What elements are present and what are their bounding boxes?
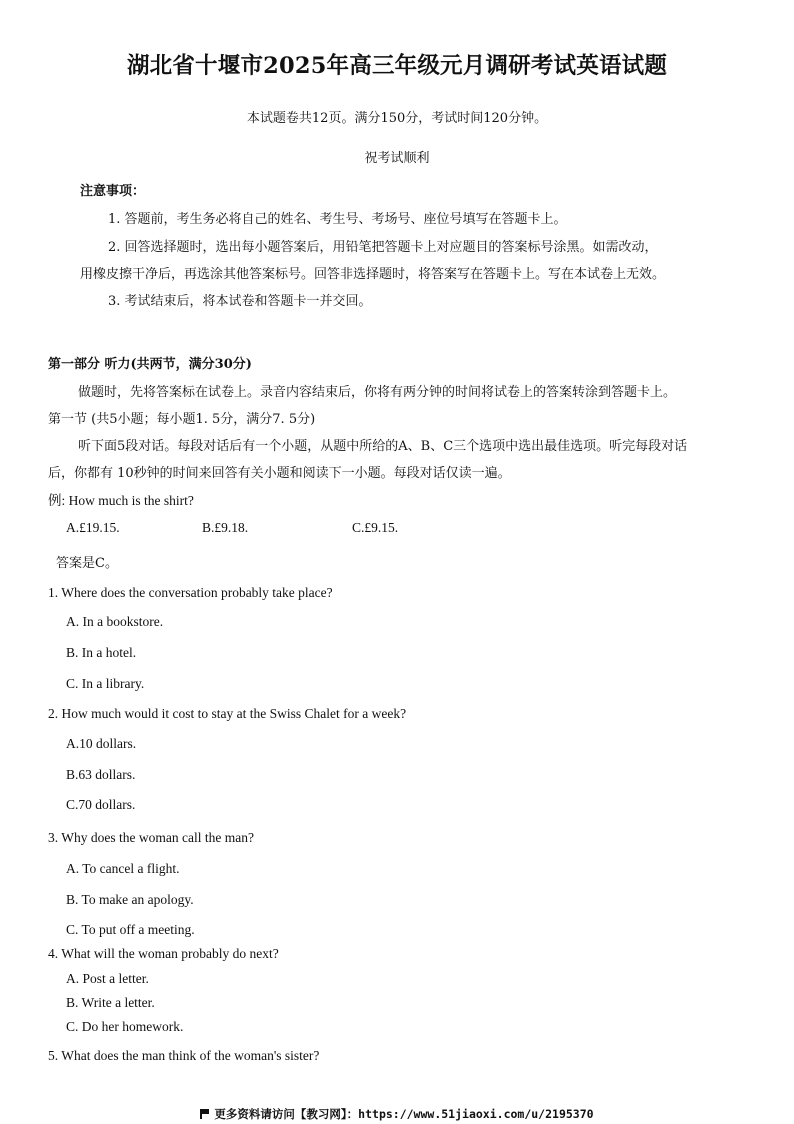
flag-icon (200, 1109, 209, 1119)
part1-heading: 第一部分 听力(共两节，满分30分) (48, 357, 252, 372)
footer (0, 1106, 794, 1122)
question-4-option-c: C. Do her homework. (66, 1019, 184, 1034)
section1-instruction-line-1: 听下面5段对话。每段对话后有一个小题，从题中所给的A、B、C三个选项中选出最佳选项。听完每段对话 (78, 439, 688, 454)
question-1: 1. Where does the conversation probably take place? (48, 585, 333, 600)
notice-item-3: 3. 考试结束后，将本试卷和答题卡一并交回。 (108, 294, 372, 309)
question-1-option-a: A. In a bookstore. (66, 614, 164, 629)
question-4-option-a: A. Post a letter. (66, 971, 149, 986)
notice-heading: 注意事项： (80, 184, 146, 199)
page-title: 湖北省十堰市2025年高三年级元月调研考试英语试题 (126, 53, 668, 79)
question-3-option-a: A. To cancel a flight. (66, 861, 180, 876)
question-1-option-b: B. In a hotel. (66, 645, 137, 660)
question-1-option-c: C. In a library. (66, 676, 145, 691)
question-2-option-a: A.10 dollars. (66, 736, 137, 751)
question-3-option-b: B. To make an apology. (66, 892, 194, 907)
section1-instruction-line-2: 后，你都有 10秒钟的时间来回答有关小题和阅读下一小题。每段对话仅读一遍。 (48, 466, 511, 481)
footer-link[interactable]: 更多资料请访问【教习网】：https://www.51jiaoxi.com/u/2195370 (214, 1107, 594, 1121)
question-4-option-b: B. Write a letter. (66, 995, 155, 1010)
good-luck-text: 祝考试顺利 (364, 151, 430, 166)
section1-heading: 第一节 (共5小题；每小题1. 5分，满分7. 5分) (48, 412, 316, 427)
question-4: 4. What will the woman probably do next? (48, 946, 279, 961)
notice-item-2-line-2: 用橡皮擦干净后，再选涂其他答案标号。回答非选择题时，将答案写在答题卡上。写在本试卷上无效。 (80, 267, 666, 282)
question-3-option-c: C. To put off a meeting. (66, 922, 195, 937)
question-2-option-c: C.70 dollars. (66, 797, 136, 812)
notice-item-2-line-1: 2. 回答选择题时，选出每小题答案后，用铅笔把答题卡上对应题目的答案标号涂黑。如需改动， (108, 240, 658, 255)
question-5: 5. What does the man think of the woman's sister? (48, 1048, 320, 1063)
question-2-option-b: B.63 dollars. (66, 767, 136, 782)
example-question: 例: How much is the shirt? (48, 493, 194, 508)
example-option-a: A.£19.15. (66, 520, 120, 535)
example-option-c: C.£9.15. (352, 520, 399, 535)
question-3: 3. Why does the woman call the man? (48, 830, 254, 845)
exam-info: 本试题卷共12页。满分150分，考试时间120分钟。 (246, 111, 548, 126)
question-2: 2. How much would it cost to stay at the Swiss Chalet for a week? (48, 706, 407, 721)
notice-item-1: 1. 答题前，考生务必将自己的姓名、考生号、考场号、座位号填写在答题卡上。 (108, 212, 567, 227)
example-option-b: B.£9.18. (202, 520, 249, 535)
example-answer: 答案是C。 (56, 556, 118, 571)
part1-intro: 做题时，先将答案标在试卷上。录音内容结束后，你将有两分钟的时间将试卷上的答案转涂到答题卡上。 (78, 385, 677, 400)
